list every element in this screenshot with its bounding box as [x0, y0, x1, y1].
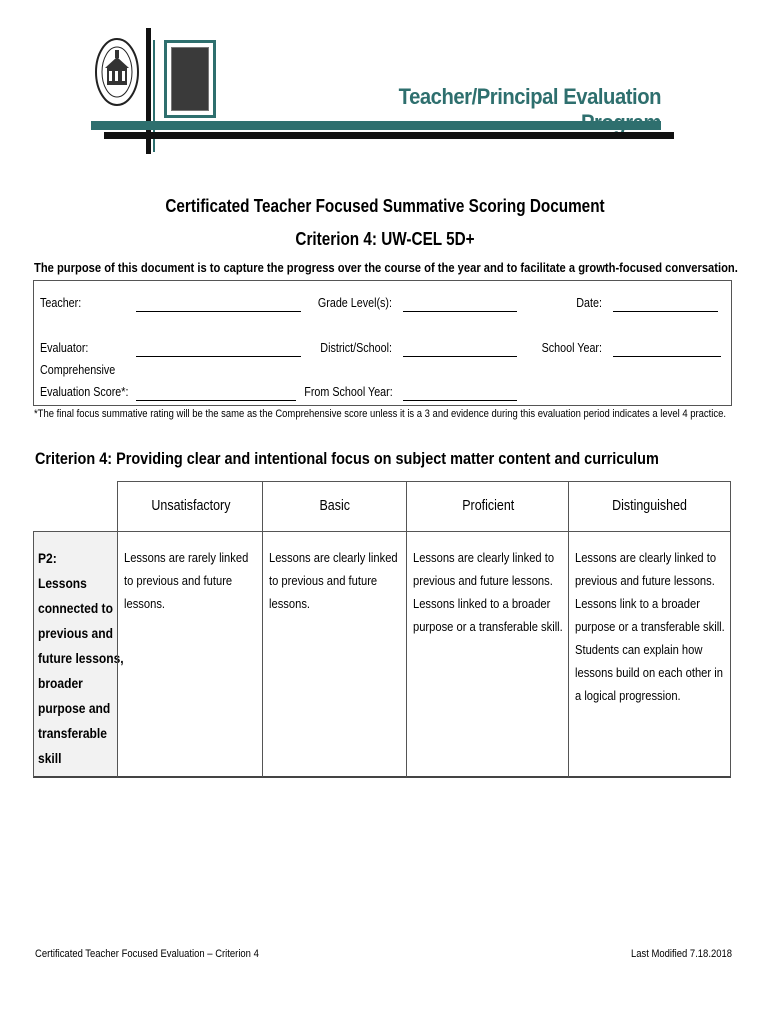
date-field[interactable] — [613, 311, 718, 312]
evaluation-score-field[interactable] — [136, 400, 296, 401]
purpose-statement: The purpose of this document is to capture the progress over the course of the year and to facilitate a growth-focused conversation. — [34, 260, 738, 275]
from-school-year-field[interactable] — [403, 400, 517, 401]
footer-right: Last Modified 7.18.2018 — [631, 948, 732, 960]
school-year-label: School Year: — [541, 341, 602, 355]
header-black-bar — [104, 132, 674, 139]
evaluator-field[interactable] — [136, 356, 301, 357]
college-seal-logo — [94, 37, 140, 107]
rubric-table — [33, 481, 731, 778]
district-school-label: District/School: — [320, 341, 392, 355]
program-badge-logo — [164, 40, 216, 118]
from-school-year-label: From School Year: — [304, 385, 393, 399]
cell-distinguished: Lessons are clearly linked to previous and future lessons. Lessons link to a broader purpose or a transferable skill. Students can explain how lessons build on each other in a logical progression. — [568, 531, 731, 778]
teacher-label: Teacher: — [40, 296, 82, 310]
evaluator-label: Evaluator: — [40, 341, 89, 355]
criterion-heading: Criterion 4: Providing clear and intentional focus on subject matter content and curriculum — [35, 449, 659, 468]
row-label-p2: P2: Lessons connected to previous and future lessons, broader purpose and transferable skill — [33, 531, 118, 778]
document-title: Certificated Teacher Focused Summative Scoring Document — [165, 196, 605, 216]
cell-proficient: Lessons are clearly linked to previous and future lessons. Lessons linked to a broader purpose or a transferable skill. — [406, 531, 569, 778]
header-unsatisfactory: Unsatisfactory — [117, 481, 263, 532]
date-label: Date: — [576, 296, 602, 310]
district-school-field[interactable] — [403, 356, 517, 357]
cell-unsatisfactory: Lessons are rarely linked to previous and future lessons. — [117, 531, 263, 778]
header-distinguished: Distinguished — [568, 481, 731, 532]
program-title: Teacher/Principal Evaluation — [398, 84, 661, 109]
score-label-line1: Comprehensive — [40, 363, 116, 377]
grade-level-field[interactable] — [403, 311, 517, 312]
school-year-field[interactable] — [613, 356, 721, 357]
cell-basic: Lessons are clearly linked to previous and future lessons. — [262, 531, 407, 778]
header-basic: Basic — [262, 481, 407, 532]
footer-left: Certificated Teacher Focused Evaluation – Criterion 4 — [35, 948, 259, 960]
header-teal-bar — [91, 121, 661, 130]
header-proficient: Proficient — [406, 481, 569, 532]
document-subtitle: Criterion 4: UW-CEL 5D+ — [295, 229, 475, 249]
grade-level-label: Grade Level(s): — [317, 296, 392, 310]
teacher-field[interactable] — [136, 311, 301, 312]
score-label-line2: Evaluation Score*: — [40, 385, 129, 399]
footnote: *The final focus summative rating will be the same as the Comprehensive score unless it is a 3 and evidence during this evaluation period indicates a level 4 practice. — [34, 408, 727, 420]
